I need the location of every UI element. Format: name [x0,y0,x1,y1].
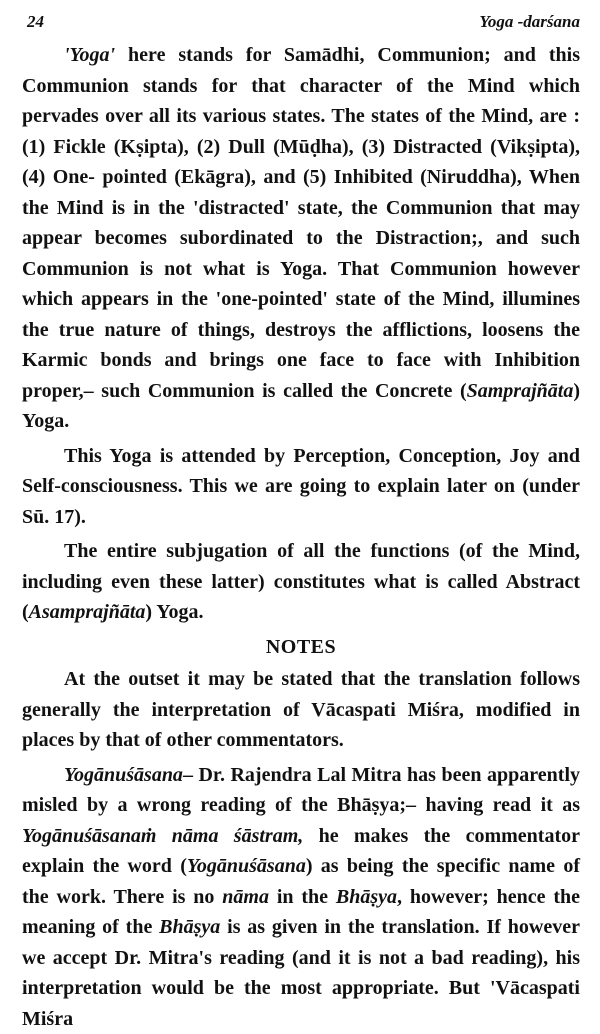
text-run: is as given in the translation. If however we accept Dr. Mitra's reading (and it is not a bad reading), his interpretation would be the most appropriate. But 'Vācaspati Miśra [22,916,580,1030]
italic-text: Yogānuśāsanaṁ nāma śāstram, [22,825,303,847]
notes-paragraphs [22,664,580,1034]
main-text [22,40,580,1034]
text-run: ) Yoga. [145,601,203,623]
italic-text: Yogānuśāsana [64,764,183,786]
text-run: The entire subjugation of all the functions (of the Mind, including even these latter) constitutes what is called Abstract ( [22,540,580,623]
text-run: in the [269,886,336,908]
italic-text: Bhāṣya [159,916,220,938]
italic-text: Samprajñāta [467,380,574,402]
paragraph-3 [22,536,580,628]
italic-text: Asamprajñāta [29,601,146,623]
text-run: here stands for Samādhi, Communion; and this Communion stands for that character of the Mind which pervades over all its various states. The states of the Mind, are : (1) Fickle (Kṣipta), (2) Dull (Mūḍha), (3) Distracted (Vikṣipta), (4) One- pointed (Ekāgra), and (5) Inhibited (Niruddha), When the Mind is in the 'distracted' state, the Communion that may appear becomes subordinated to the Distraction;, and such Communion is not what is Yoga. That Communion however which appears in the 'one-pointed' state of the Mind, illumines the true nature of things, destroys the afflictions, loosens the Karmic bonds and brings one face to face with Inhibition proper,– such Communion is called the Concrete ( [22,44,580,402]
main-paragraphs [22,40,580,628]
note-paragraph-2 [22,760,580,1034]
page-number: 24 [22,12,44,32]
notes-heading: NOTES [22,632,580,663]
paragraph-2 [22,441,580,533]
running-title: Yoga -darśana [479,12,580,32]
running-header [22,12,580,32]
note-paragraph-1 [22,664,580,756]
text-run: At the outset it may be stated that the translation follows generally the interpretation of Vācaspati Miśra, modified in places by that of other commentators. [22,668,580,751]
text-run: – Dr. Rajendra Lal Mitra has been apparently misled by a wrong reading of the Bhāṣya;– having read it as [22,764,580,817]
text-run: ) Yoga. [22,380,580,433]
text-run: ) as being the specific name of the work. There is no [22,855,580,908]
italic-text: Yogānuśāsana [187,855,306,877]
text-run: , however; hence the meaning of the [22,886,580,939]
italic-text: nāma [222,886,269,908]
italic-text: Bhāṣya [336,886,397,908]
text-run: This Yoga is attended by Perception, Conception, Joy and Self-consciousness. This we are going to explain later on (under Sū. 17). [22,445,580,528]
text-run: he makes the commentator explain the word ( [22,825,580,878]
paragraph-1 [22,40,580,437]
italic-text: 'Yoga' [64,44,115,66]
